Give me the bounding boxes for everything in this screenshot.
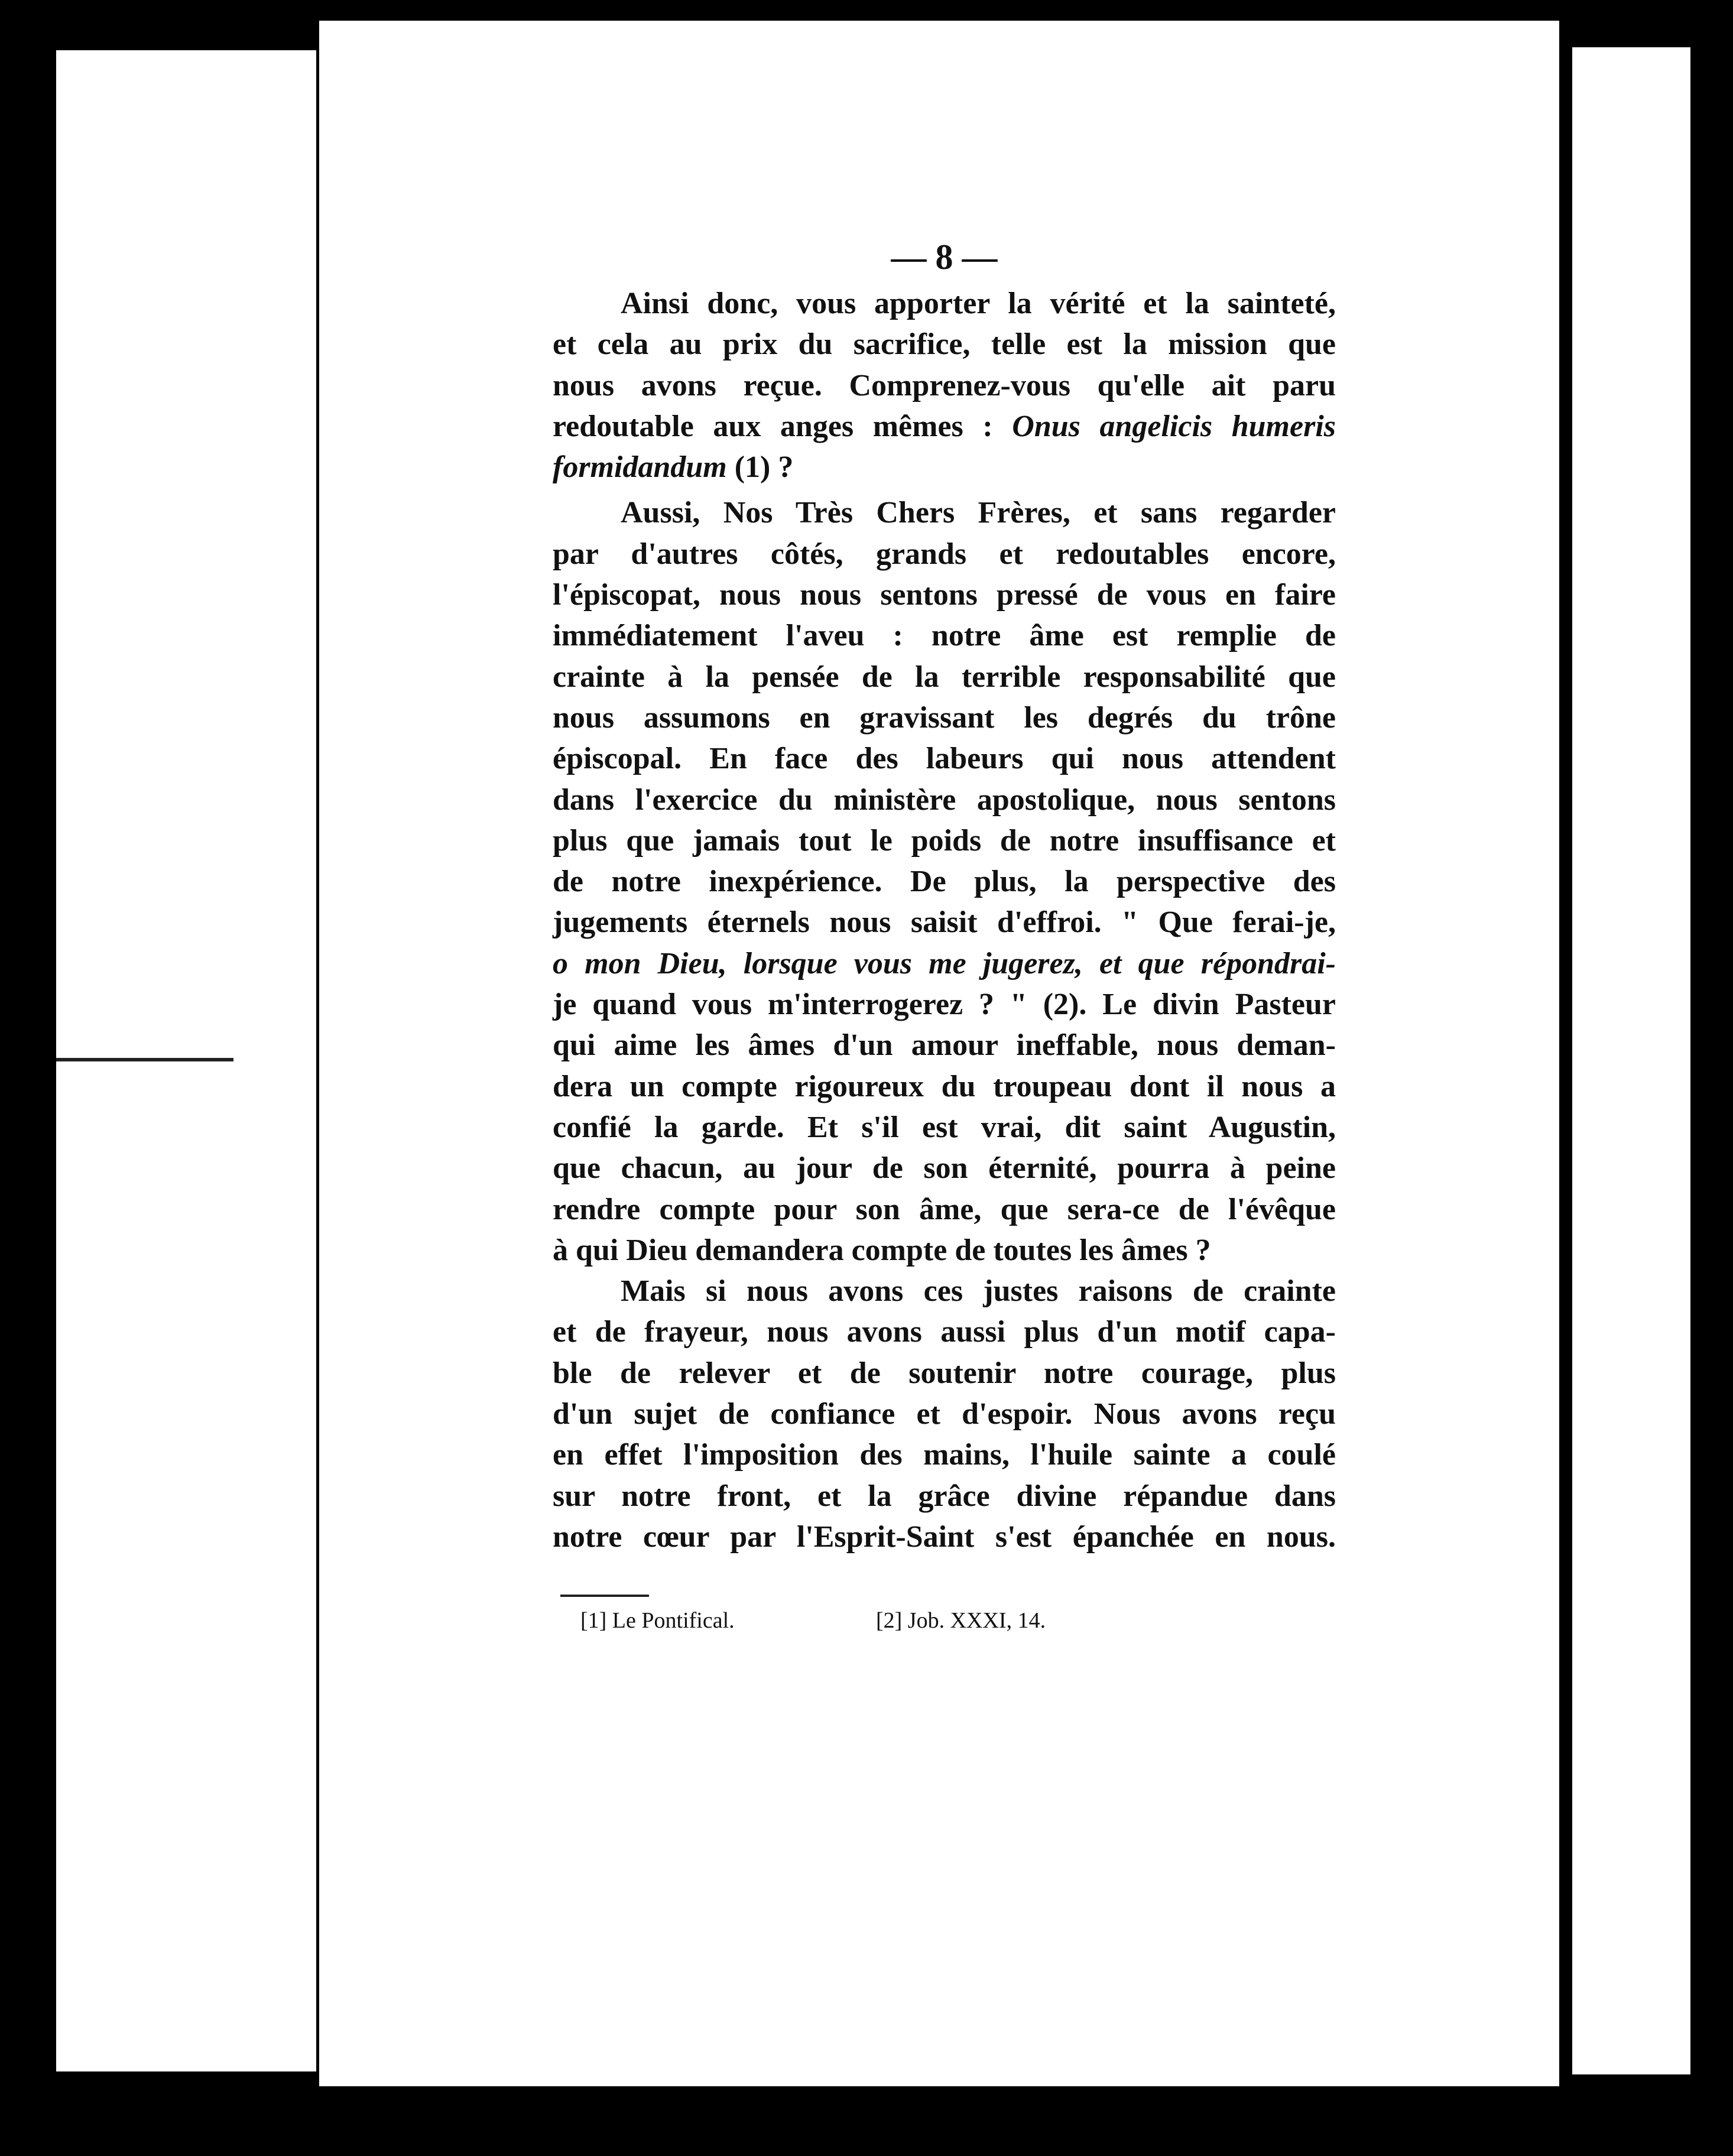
page-text (553, 233, 1336, 1557)
text-line-latin-end: formidandum (1) ? (553, 450, 794, 485)
text-line: et de frayeur, nous avons aussi plus d'un motif capa- (553, 1315, 1336, 1349)
text-line: en effet l'imposition des mains, l'huile sainte a coulé (553, 1438, 1336, 1472)
text-line: jugements éternels nous saisit d'effroi. " Que ferai-je, (553, 905, 1336, 940)
text-line: Ainsi donc, vous apporter la vérité et la sainteté, (621, 287, 1336, 320)
text-line: dans l'exercice du ministère apostolique, nous sentons (553, 782, 1336, 817)
footnote-divider (560, 1595, 649, 1597)
text-line: notre cœur par l'Esprit-Saint s'est épanchée en nous. (553, 1519, 1336, 1554)
text-line: ble de relever et de soutenir notre courage, plus (553, 1356, 1336, 1390)
text-line: nous assumons en gravissant les degrés du trône (553, 700, 1336, 735)
left-page-fold-mark (56, 1058, 233, 1061)
text-line: crainte à la pensée de la terrible responsabilité que (553, 660, 1336, 694)
text-line: à qui Dieu demandera compte de toutes les âmes ? (553, 1233, 1211, 1267)
paragraph-1 (553, 283, 1336, 488)
text-line: immédiatement l'aveu : notre âme est remplie de (553, 619, 1336, 653)
text-line: Aussi, Nos Très Chers Frères, et sans regarder (621, 496, 1336, 530)
text-line: par d'autres côtés, grands et redoutables encore, (553, 537, 1336, 571)
text-line: épiscopal. En face des labeurs qui nous attendent (553, 742, 1336, 776)
text-line-quote: o mon Dieu, lorsque vous me jugerez, et que répondrai- (553, 946, 1336, 980)
page-number: — 8 — (891, 238, 998, 277)
text-line: qui aime les âmes d'un amour ineffable, nous deman- (553, 1028, 1336, 1063)
text-line: plus que jamais tout le poids de notre insuffisance et (553, 823, 1336, 858)
footnote-2: [2] Job. XXXI, 14. (876, 1608, 1046, 1633)
footnote-1: [1] Le Pontifical. (580, 1608, 735, 1633)
text-line: l'épiscopat, nous nous sentons pressé de vous en faire (553, 578, 1336, 612)
paragraph-3 (553, 1271, 1336, 1557)
text-line: dera un compte rigoureux du troupeau dont il nous a (553, 1069, 1336, 1103)
text-line: rendre compte pour son âme, que sera-ce de l'évêque (553, 1192, 1336, 1226)
text-line: Mais si nous avons ces justes raisons de crainte (621, 1274, 1336, 1308)
text-line: je quand vous m'interrogerez ? " (2). Le divin Pasteur (553, 988, 1336, 1022)
text-line: de notre inexpérience. De plus, la perspective des (553, 865, 1336, 899)
text-line: que chacun, au jour de son éternité, pourra à peine (553, 1151, 1336, 1186)
text-line: et cela au prix du sacrifice, telle est la mission que (553, 327, 1336, 362)
text-line: sur notre front, et la grâce divine répandue dans (553, 1479, 1336, 1513)
paragraph-2 (553, 492, 1336, 1271)
text-line: d'un sujet de confiance et d'espoir. Nous avons reçu (553, 1397, 1336, 1431)
adjacent-right-page (1572, 47, 1690, 2074)
footnotes (580, 1603, 1171, 1638)
text-line: nous avons reçue. Comprenez-vous qu'elle ait paru (553, 368, 1336, 402)
text-line-latin-start: redoutable aux anges mêmes : Onus angelicis humeris (553, 409, 1336, 443)
text-line: confié la garde. Et s'il est vrai, dit saint Augustin, (553, 1110, 1336, 1144)
